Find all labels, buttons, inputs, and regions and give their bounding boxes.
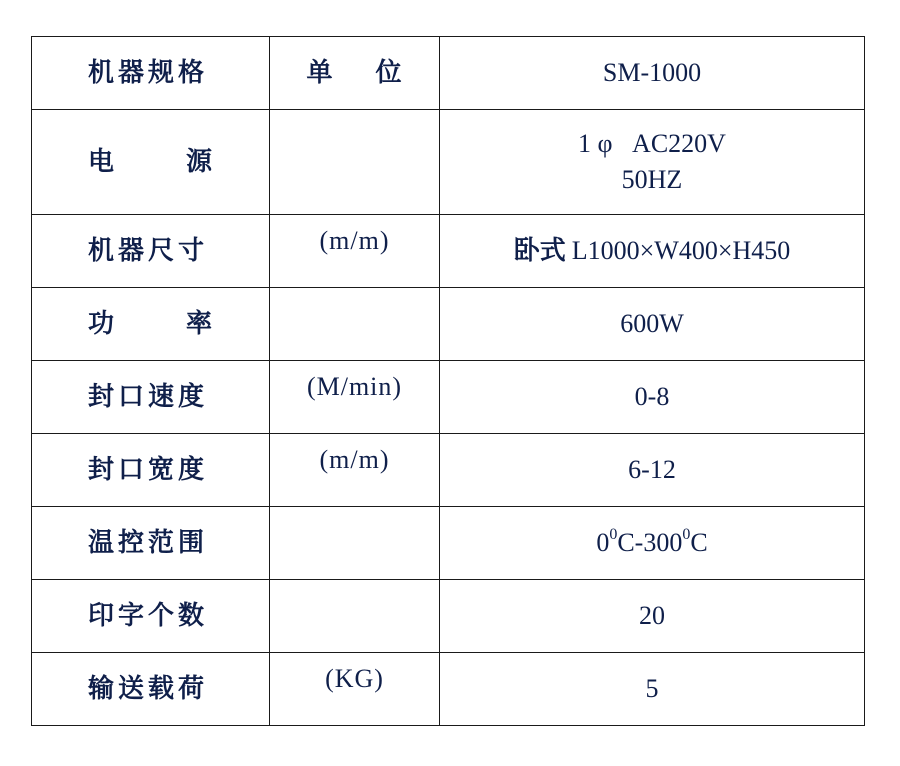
row-name-b: 率	[186, 309, 217, 339]
header-unit-b: 位	[375, 58, 403, 88]
row-name-cell	[32, 110, 270, 215]
table-row	[32, 580, 865, 653]
row-unit-cell	[270, 507, 440, 580]
row-name-cell	[32, 580, 270, 653]
row-name-cell	[32, 653, 270, 726]
row-unit-cell	[270, 361, 440, 434]
row-value-cell	[440, 215, 865, 288]
temp-low: 0	[596, 528, 610, 557]
degree-mark: 0	[682, 526, 691, 543]
row-unit-cell	[270, 580, 440, 653]
table-row	[32, 215, 865, 288]
header-unit-cell	[270, 37, 440, 110]
header-value: SM-1000	[602, 58, 702, 87]
row-name: 输送载荷	[88, 674, 209, 704]
row-unit: (m/m)	[319, 445, 390, 474]
row-unit: (M/min)	[306, 372, 403, 401]
row-name: 封口宽度	[88, 455, 209, 485]
table-row	[32, 434, 865, 507]
row-value-cell	[440, 580, 865, 653]
row-value: L1000×W400×H450	[571, 236, 791, 265]
table-row	[32, 361, 865, 434]
spec-table	[31, 36, 865, 726]
row-value: 5	[645, 674, 659, 703]
row-unit-cell	[270, 434, 440, 507]
table-row	[32, 110, 865, 215]
row-name-a: 功	[88, 309, 119, 339]
row-value-cell	[440, 434, 865, 507]
row-name-a: 电	[88, 147, 119, 177]
row-name-cell	[32, 288, 270, 361]
degree-mark: 0	[609, 526, 618, 543]
row-value-cell	[440, 653, 865, 726]
row-name-cell	[32, 507, 270, 580]
row-value-prefix: 卧式	[513, 236, 566, 266]
row-value-cell	[440, 507, 865, 580]
table-row	[32, 507, 865, 580]
row-value: 600W	[620, 309, 684, 338]
row-value: 6-12	[628, 455, 676, 484]
row-value-cell	[440, 288, 865, 361]
row-unit-cell	[270, 288, 440, 361]
row-unit-cell	[270, 110, 440, 215]
table-row	[32, 653, 865, 726]
row-value-line1: 1 φ AC220V	[578, 129, 726, 158]
table-row	[32, 288, 865, 361]
temp-high: C	[690, 528, 708, 557]
row-name: 印字个数	[88, 601, 209, 631]
row-name: 温控范围	[88, 528, 209, 558]
row-name-cell	[32, 434, 270, 507]
header-name: 机器规格	[88, 58, 209, 88]
table-row-header	[32, 37, 865, 110]
row-name: 封口速度	[88, 382, 209, 412]
row-name-cell	[32, 361, 270, 434]
row-value: 20	[639, 601, 665, 630]
row-value-cell	[440, 110, 865, 215]
row-name-cell	[32, 215, 270, 288]
row-name-b: 源	[186, 147, 217, 177]
row-value: 0-8	[634, 382, 670, 411]
header-name-cell	[32, 37, 270, 110]
row-name: 机器尺寸	[88, 236, 209, 266]
row-unit: (m/m)	[319, 226, 390, 255]
row-value-line2: 50HZ	[621, 165, 683, 194]
row-unit: (KG)	[325, 664, 384, 693]
row-value-cell	[440, 361, 865, 434]
header-unit-a: 单	[306, 58, 334, 88]
header-value-cell	[440, 37, 865, 110]
temp-mid: C-300	[617, 528, 683, 557]
row-unit-cell	[270, 653, 440, 726]
row-unit-cell	[270, 215, 440, 288]
